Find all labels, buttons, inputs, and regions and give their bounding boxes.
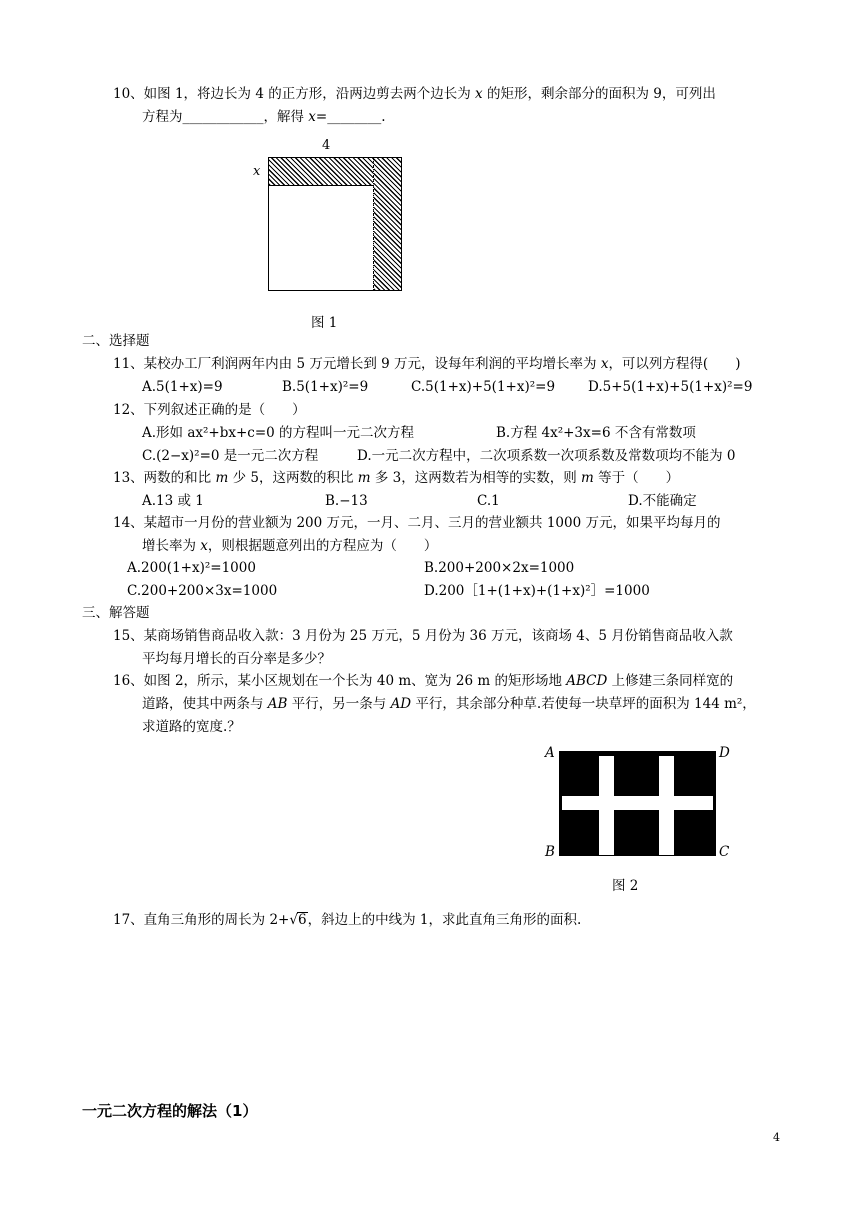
q15-line-2: 平均每月增长的百分率是多少？	[142, 651, 331, 667]
fig2-caption: 图 2	[612, 878, 639, 894]
q11-option-c: C.5(1+x)+5(1+x)²=9	[411, 379, 556, 395]
q11-option-a: A.5(1+x)=9	[142, 379, 223, 395]
q16-line-2: 道路，使其中两条与 AB 平行，另一条与 AD 平行，其余部分种草.若使每一块草坪的面积为 144 m²，	[142, 696, 756, 712]
q10-line-2: 方程为____________，解得 x=________.	[142, 109, 386, 125]
q14-line-1: 14、某超市一月份的营业额为 200 万元，一月、二月、三月的营业额共 1000 万元，如果平均每月的	[113, 515, 721, 531]
section-2-heading: 二、选择题	[82, 333, 150, 349]
q13-stem: 13、两数的和比 m 少 5，这两数的积比 m 多 3，这两数若为相等的实数，则 m 等于（ ）	[113, 470, 680, 486]
q13-option-b: B.−13	[325, 493, 368, 509]
q12-stem: 12、下列叙述正确的是（ ）	[113, 402, 306, 418]
q12-option-c: C.(2−x)²=0 是一元二次方程	[142, 448, 319, 464]
fig1-caption: 图 1	[311, 315, 338, 331]
q16-line-1: 16、如图 2，所示，某小区规划在一个长为 40 m、宽为 26 m 的矩形场地 ABCD 上修建三条同样宽的	[113, 673, 734, 689]
fig1-top-label: 4	[322, 138, 331, 153]
q17-line: 17、直角三角形的周长为 2+√6，斜边上的中线为 1，求此直角三角形的面积.	[113, 912, 582, 928]
sqrt-sign: √	[289, 912, 298, 928]
q11-option-d: D.5+5(1+x)+5(1+x)²=9	[588, 379, 753, 395]
q14-option-c: C.200+200×3x=1000	[127, 583, 278, 599]
q14-option-d: D.200［1+(1+x)+(1+x)²］=1000	[424, 583, 650, 599]
q11-option-b: B.5(1+x)²=9	[282, 379, 369, 395]
fig1-right-strip	[373, 158, 401, 290]
section-3-heading: 三、解答题	[82, 605, 150, 621]
fig2-label-c: C	[719, 844, 730, 860]
q12-option-a: A.形如 ax²+bx+c=0 的方程叫一元二次方程	[142, 425, 415, 441]
fig2-road-horizontal	[562, 796, 713, 810]
next-section-title: 一元二次方程的解法（1）	[82, 1102, 258, 1120]
q14-line-2: 增长率为 x，则根据题意列出的方程应为（ ）	[142, 538, 438, 554]
fig2-label-d: D	[719, 745, 730, 761]
q12-option-d: D.一元二次方程中，二次项系数一次项系数及常数项均不能为 0	[357, 448, 736, 464]
q10-line-1: 10、如图 1，将边长为 4 的正方形，沿两边剪去两个边长为 x 的矩形，剩余部分的面积为 9，可列出	[113, 86, 716, 102]
q15-line-1: 15、某商场销售商品收入款：3 月份为 25 万元，5 月份为 36 万元，该商场 4、5 月份销售商品收入款	[113, 628, 733, 644]
q11-stem: 11、某校办工厂利润两年内由 5 万元增长到 9 万元，设每年利润的平均增长率为 x，可以列方程得( )	[113, 356, 741, 372]
q13-option-d: D.不能确定	[628, 493, 697, 509]
q13-option-a: A.13 或 1	[142, 493, 204, 509]
q12-option-b: B.方程 4x²+3x=6 不含有常数项	[496, 425, 696, 441]
fig2-label-a: A	[545, 745, 555, 761]
q16-line-3: 求道路的宽度.？	[142, 719, 241, 735]
q13-option-c: C.1	[477, 493, 500, 509]
page-number: 4	[773, 1131, 780, 1144]
q14-option-b: B.200+200×2x=1000	[424, 560, 575, 576]
fig1-side-label: x	[253, 164, 261, 179]
figure-2	[545, 745, 745, 893]
fig2-field	[559, 751, 716, 856]
fig1-square	[268, 157, 402, 291]
fig2-label-b: B	[545, 844, 555, 860]
figure-1	[250, 138, 420, 331]
q14-option-a: A.200(1+x)²=1000	[127, 560, 256, 576]
